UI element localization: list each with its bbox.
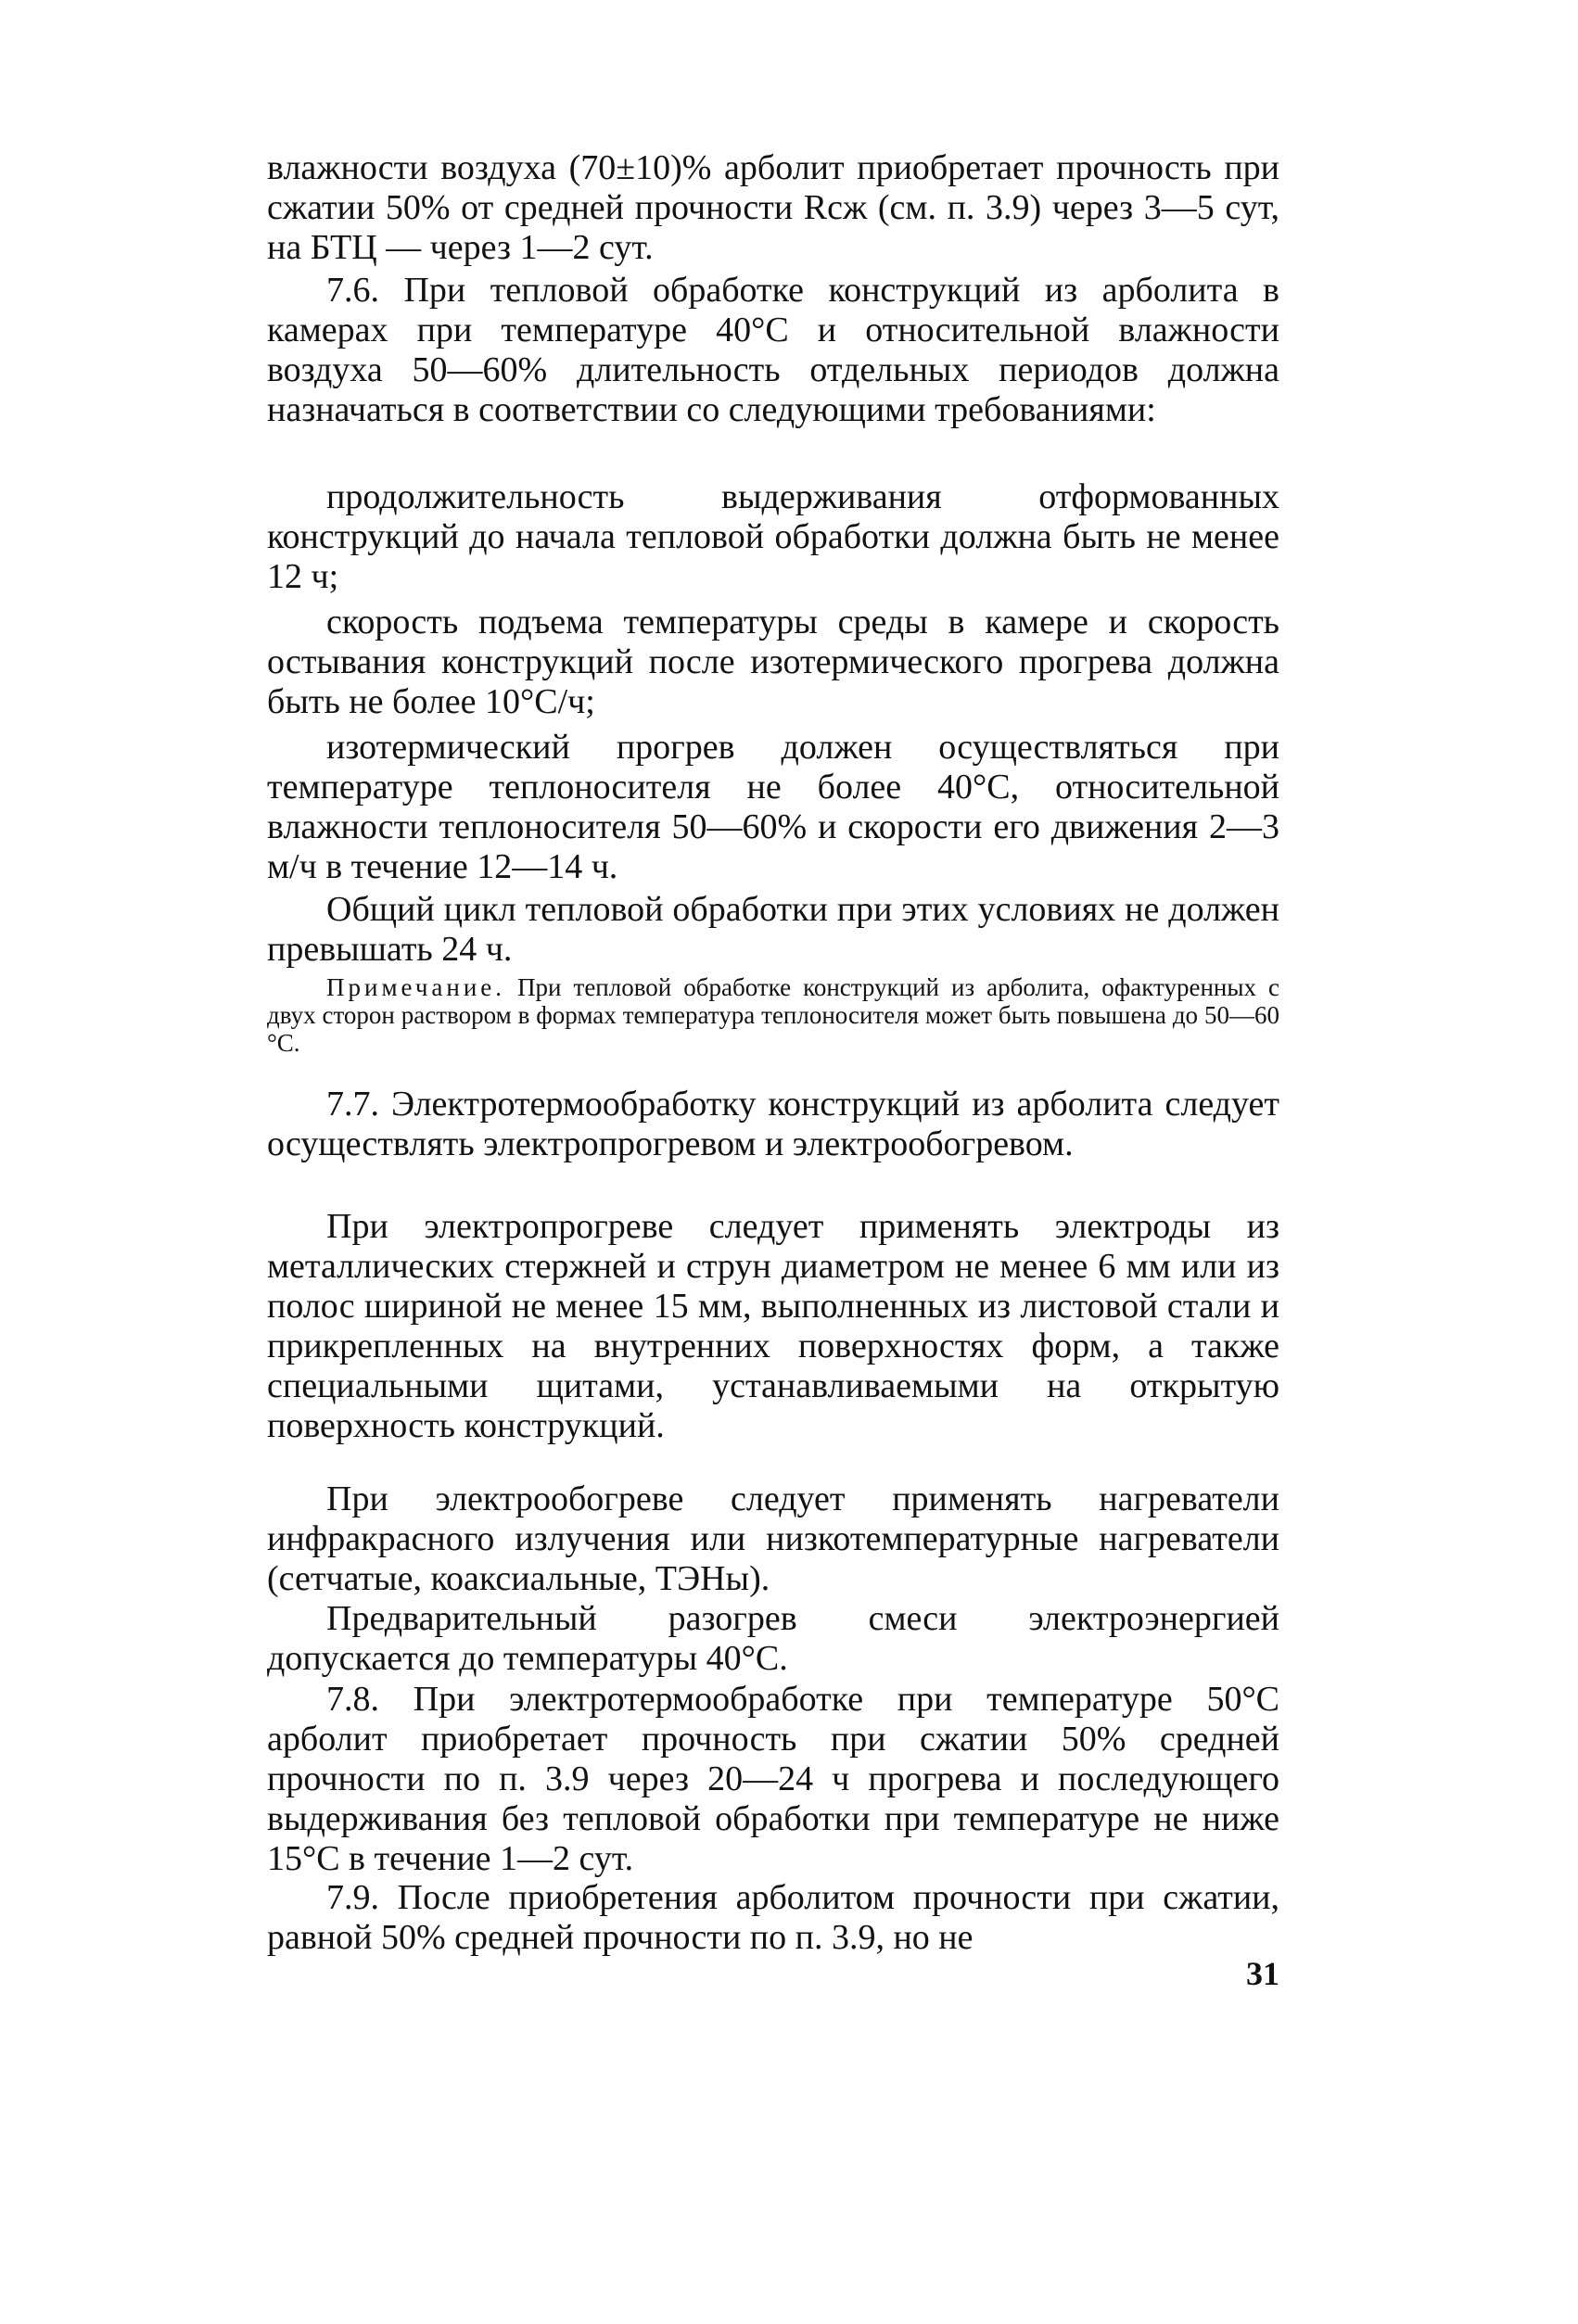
- paragraph-total-cycle: Общий цикл тепловой обработки при этих условиях не должен превышать 24 ч.: [267, 890, 1279, 969]
- paragraph-isothermal-heating: изотермический прогрев должен осуществляться при температуре теплоносителя не более 40°С, относительной влажности теплоносителя 50—60% и скорости его движения 2—3 м/ч в течение 12—14 ч.: [267, 728, 1279, 886]
- paragraph-hold-duration: продолжительность выдерживания отформованных конструкций до начала тепловой обработки должна быть не менее 12 ч;: [267, 477, 1279, 596]
- paragraph-7-6: 7.6. При тепловой обработке конструкций из арболита в камерах при температуре 40°С и относительной влажности воздуха 50—60% длительность отдельных периодов должна назначаться в соответствии со следующими требованиями:: [267, 271, 1279, 429]
- paragraph-electro-warming: При электрообогреве следует применять нагреватели инфракрасного излучения или низкотемпературные нагреватели (сетчатые, коаксиальные, ТЭНы).: [267, 1479, 1279, 1598]
- paragraph-heating-rate: скорость подъема температуры среды в камере и скорость остывания конструкций после изотермического прогрева должна быть не более 10°С/ч;: [267, 603, 1279, 721]
- paragraph-7-8: 7.8. При электротермообработке при температуре 50°С арболит приобретает прочность при сжатии 50% средней прочности по п. 3.9 через 20—24 ч прогрева и последующего выдерживания без тепловой обработки при температуре не ниже 15°С в течение 1—2 сут.: [267, 1680, 1279, 1878]
- paragraph-preheating: Предварительный разогрев смеси электроэнергией допускается до температуры 40°С.: [267, 1599, 1279, 1678]
- note-label: Примечание.: [326, 973, 506, 1001]
- paragraph-humidity-strength: влажности воздуха (70±10)% арболит приобретает прочность при сжатии 50% от средней прочности Rсж (см. п. 3.9) через 3—5 сут, на БТЦ — через 1—2 сут.: [267, 148, 1279, 267]
- paragraph-electro-heating: При электропрогреве следует применять электроды из металлических стержней и струн диаметром не менее 6 мм или из полос шириной не менее 15 мм, выполненных из листовой стали и прикрепленных на внутренних поверхностях форм, а также специальными щитами, устанавливаемыми на открытую поверхность конструкций.: [267, 1207, 1279, 1445]
- note-text: При тепловой обработке конструкций из арболита, офактуренных с двух сторон раствором в формах температура теплоносителя может быть повышена до 50—60 °С.: [267, 973, 1280, 1057]
- note-block: [267, 973, 1279, 1057]
- paragraph-7-7: 7.7. Электротермообработку конструкций из арболита следует осуществлять электропрогревом и электрообогревом.: [267, 1085, 1279, 1163]
- page-number: 31: [1246, 1955, 1279, 1992]
- paragraph-7-9: 7.9. После приобретения арболитом прочности при сжатии, равной 50% средней прочности по п. 3.9, но не: [267, 1878, 1279, 1957]
